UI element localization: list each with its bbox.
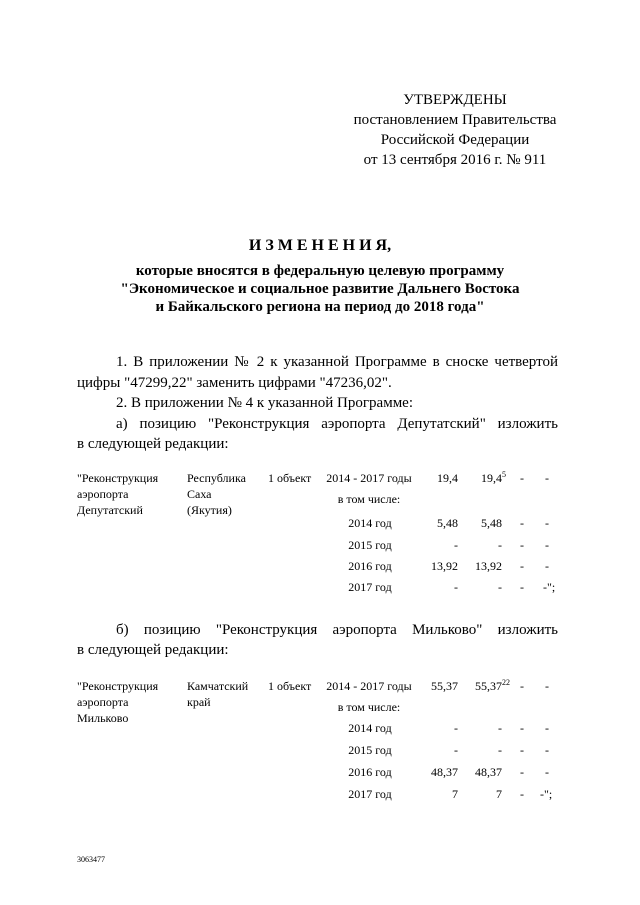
table-cell-v2: 48,37 [475,765,502,779]
table-row-period: 2017 год [348,787,392,801]
paragraph-b-line-1: б) позицию "Реконструкция аэропорта Мильково" изложить [116,622,558,638]
table-cell-v1: - [454,743,458,757]
paragraph-2: 2. В приложении № 4 к указанной Программе: [116,395,414,411]
table-row-period: в том числе: [337,492,401,506]
table-cell-v2: - [498,580,502,594]
table-cell-v2: 7 [496,787,502,801]
table-row-period: 2014 - 2017 годы [326,679,412,693]
document-subtitle-2: "Экономическое и социальное развитие Дальнего Востока [120,281,520,297]
table-cell-v2: 13,92 [475,559,502,573]
table-cell-v4: - [545,559,549,573]
footnote-ref: 22 [502,678,510,687]
table-cell-v1: 5,48 [437,516,458,530]
paragraph-1-line-2: цифры "47299,22" заменить цифрами "47236,02". [77,375,392,391]
paragraph-a-line-1: а) позицию "Реконструкция аэропорта Депутатский" изложить [116,416,558,432]
footnote-ref: 5 [502,470,506,479]
approval-block [330,90,580,170]
approval-date-number: от 13 сентября 2016 г. № 911 [363,152,547,168]
table-cell-v1: - [454,538,458,552]
table-cell-v4: -"; [543,580,556,594]
table-cell-v4: - [545,516,549,530]
table-cell-v3: - [520,538,524,552]
table-row-period: 2016 год [348,559,392,573]
paragraph-b-line-2: в следующей редакции: [77,642,229,658]
table-cell-v3: - [520,721,524,735]
paragraph-a-line-2: в следующей редакции: [77,436,229,452]
table-cell-v2: 55,37$^{22}$ [475,678,510,693]
table-a-object-name: "Реконструкция аэропорта Депутатский [77,471,159,517]
table-cell-v3: - [520,765,524,779]
table-cell-v3: - [520,787,524,801]
table-row-period: 2015 год [348,743,392,757]
table-cell-v2: - [498,721,502,735]
document-subtitle-1: которые вносятся в федеральную целевую программу [135,263,505,279]
table-row-period: 2017 год [348,580,392,594]
table-row-period: в том числе: [337,700,401,714]
table-cell-v1: - [454,721,458,735]
paragraph-1-line-1: 1. В приложении № 2 к указанной Программе в сноске четвертой [116,354,558,370]
table-cell-v1: 13,92 [431,559,458,573]
table-cell-v3: - [520,580,524,594]
table-a-region: Республика Саха (Якутия) [187,471,246,517]
table-b-region: Камчатский край [187,679,249,709]
table-cell-v2: 19,4$^5$ [481,470,506,485]
table-b-object-name: "Реконструкция аэропорта Мильково [77,679,159,725]
table-cell-v4: - [545,679,549,693]
table-cell-v4: - [545,538,549,552]
table-cell-v1: 7 [452,787,458,801]
table-cell-v3: - [520,743,524,757]
table-cell-v4: - [545,765,549,779]
document-subtitle-3: и Байкальского региона на период до 2018 года" [155,299,485,315]
table-row-period: 2015 год [348,538,392,552]
document-code: 3063477 [77,855,105,864]
table-b-count: 1 объект [268,679,312,693]
table-cell-v2: - [498,538,502,552]
table-cell-v3: - [520,471,524,485]
table-cell-v3: - [520,679,524,693]
document-title: И З М Е Н Е Н И Я, [248,237,392,254]
table-cell-v2: - [498,743,502,757]
table-cell-v4: - [545,721,549,735]
approval-label: УТВЕРЖДЕНЫ [403,92,507,108]
approval-decree: постановлением Правительства [353,112,557,128]
table-cell-v1: 48,37 [431,765,458,779]
table-cell-v2: 5,48 [481,516,502,530]
table-a-count: 1 объект [268,471,312,485]
table-cell-v4: - [545,743,549,757]
table-row-period: 2014 год [348,516,392,530]
approval-authority: Российской Федерации [380,132,530,148]
table-cell-v1: 55,37 [431,679,458,693]
table-cell-v4: - [545,471,549,485]
table-cell-v3: - [520,516,524,530]
table-cell-v1: 19,4 [437,471,458,485]
table-row-period: 2014 - 2017 годы [326,471,412,485]
table-cell-v4: -"; [540,787,553,801]
table-cell-v3: - [520,559,524,573]
table-row-period: 2016 год [348,765,392,779]
table-row-period: 2014 год [348,721,392,735]
table-cell-v1: - [454,580,458,594]
